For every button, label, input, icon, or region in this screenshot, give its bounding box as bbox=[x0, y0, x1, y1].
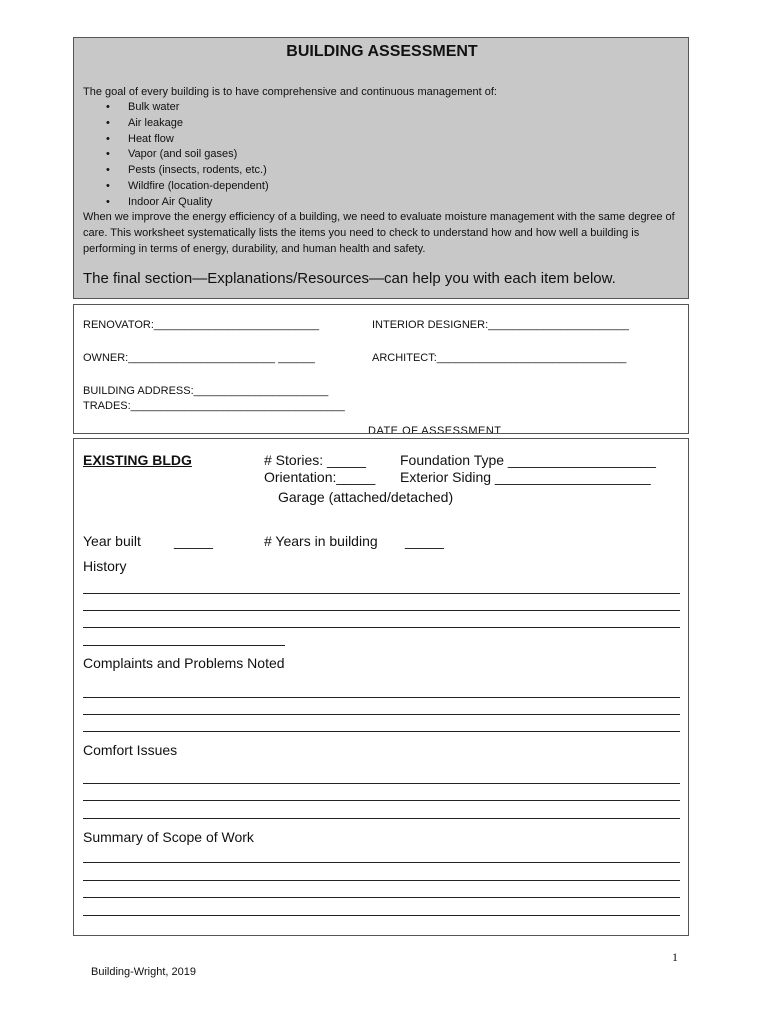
intro-final-note: The final section—Explanations/Resources—can help you with each item below. bbox=[83, 270, 616, 287]
scope-line[interactable] bbox=[83, 897, 680, 898]
foundation-type-field[interactable]: Foundation Type ___________________ bbox=[400, 452, 656, 468]
existing-bldg-heading: EXISTING BLDG bbox=[83, 452, 192, 468]
bullet-item: • Bulk water bbox=[106, 100, 269, 116]
contacts-box bbox=[73, 304, 689, 434]
architect-field[interactable]: ARCHITECT:_______________________________ bbox=[372, 352, 627, 364]
page-title: BUILDING ASSESSMENT bbox=[286, 43, 478, 60]
bullet-item: • Air leakage bbox=[106, 116, 269, 132]
footer-credit: Building-Wright, 2019 bbox=[91, 966, 196, 978]
exterior-siding-field[interactable]: Exterior Siding ____________________ bbox=[400, 469, 651, 485]
bullet-item: • Heat flow bbox=[106, 132, 269, 148]
history-line[interactable] bbox=[83, 593, 680, 594]
complaints-line[interactable] bbox=[83, 697, 680, 698]
date-of-assessment-field[interactable]: DATE OF ASSESSMENT bbox=[368, 425, 502, 434]
intro-bullet-list bbox=[106, 100, 269, 211]
scope-of-work-label: Summary of Scope of Work bbox=[83, 829, 254, 845]
bullet-item: • Pests (insects, rodents, etc.) bbox=[106, 163, 269, 179]
year-built-label: Year built bbox=[83, 533, 141, 549]
comfort-line[interactable] bbox=[83, 800, 680, 801]
bullet-item: • Indoor Air Quality bbox=[106, 195, 269, 211]
comfort-line[interactable] bbox=[83, 818, 680, 819]
complaints-label: Complaints and Problems Noted bbox=[83, 655, 285, 671]
stories-field[interactable]: # Stories: _____ bbox=[264, 452, 366, 468]
existing-building-box bbox=[73, 438, 689, 936]
building-address-field[interactable]: BUILDING ADDRESS:______________________ bbox=[83, 385, 329, 397]
history-line[interactable] bbox=[83, 627, 680, 628]
comfort-issues-label: Comfort Issues bbox=[83, 742, 178, 758]
history-label: History bbox=[83, 558, 127, 574]
interior-designer-field[interactable]: INTERIOR DESIGNER:_______________________ bbox=[372, 319, 629, 331]
bullet-item: • Vapor (and soil gases) bbox=[106, 147, 269, 163]
orientation-field[interactable]: Orientation:_____ bbox=[264, 469, 376, 485]
years-in-building-blank[interactable]: _____ bbox=[405, 533, 444, 549]
scope-line[interactable] bbox=[83, 880, 680, 881]
trades-field[interactable]: TRADES:___________________________________ bbox=[83, 400, 345, 412]
complaints-line[interactable] bbox=[83, 731, 680, 732]
comfort-line[interactable] bbox=[83, 783, 680, 784]
year-built-blank[interactable]: _____ bbox=[174, 533, 213, 549]
complaints-line[interactable] bbox=[83, 714, 680, 715]
scope-line[interactable] bbox=[83, 862, 680, 863]
intro-lead: The goal of every building is to have comprehensive and continuous management of: bbox=[83, 86, 497, 98]
owner-field[interactable]: OWNER:________________________ ______ bbox=[83, 352, 315, 364]
intro-paragraph: When we improve the energy efficiency of a building, we need to evaluate moisture management with the same degree of care. This worksheet systematically lists the items you need to check to understand how and how well a building is performing in terms of energy, durability, and human health and safety. bbox=[83, 211, 675, 255]
scope-line[interactable] bbox=[83, 915, 680, 916]
history-line[interactable] bbox=[83, 645, 285, 646]
renovator-field[interactable]: RENOVATOR:___________________________ bbox=[83, 319, 320, 331]
history-line[interactable] bbox=[83, 610, 680, 611]
bullet-item: • Wildfire (location-dependent) bbox=[106, 179, 269, 195]
garage-field[interactable]: Garage (attached/detached) bbox=[278, 489, 454, 505]
years-in-building-label: # Years in building bbox=[264, 533, 378, 549]
intro-box bbox=[73, 37, 689, 299]
page-number: 1 bbox=[672, 950, 678, 964]
